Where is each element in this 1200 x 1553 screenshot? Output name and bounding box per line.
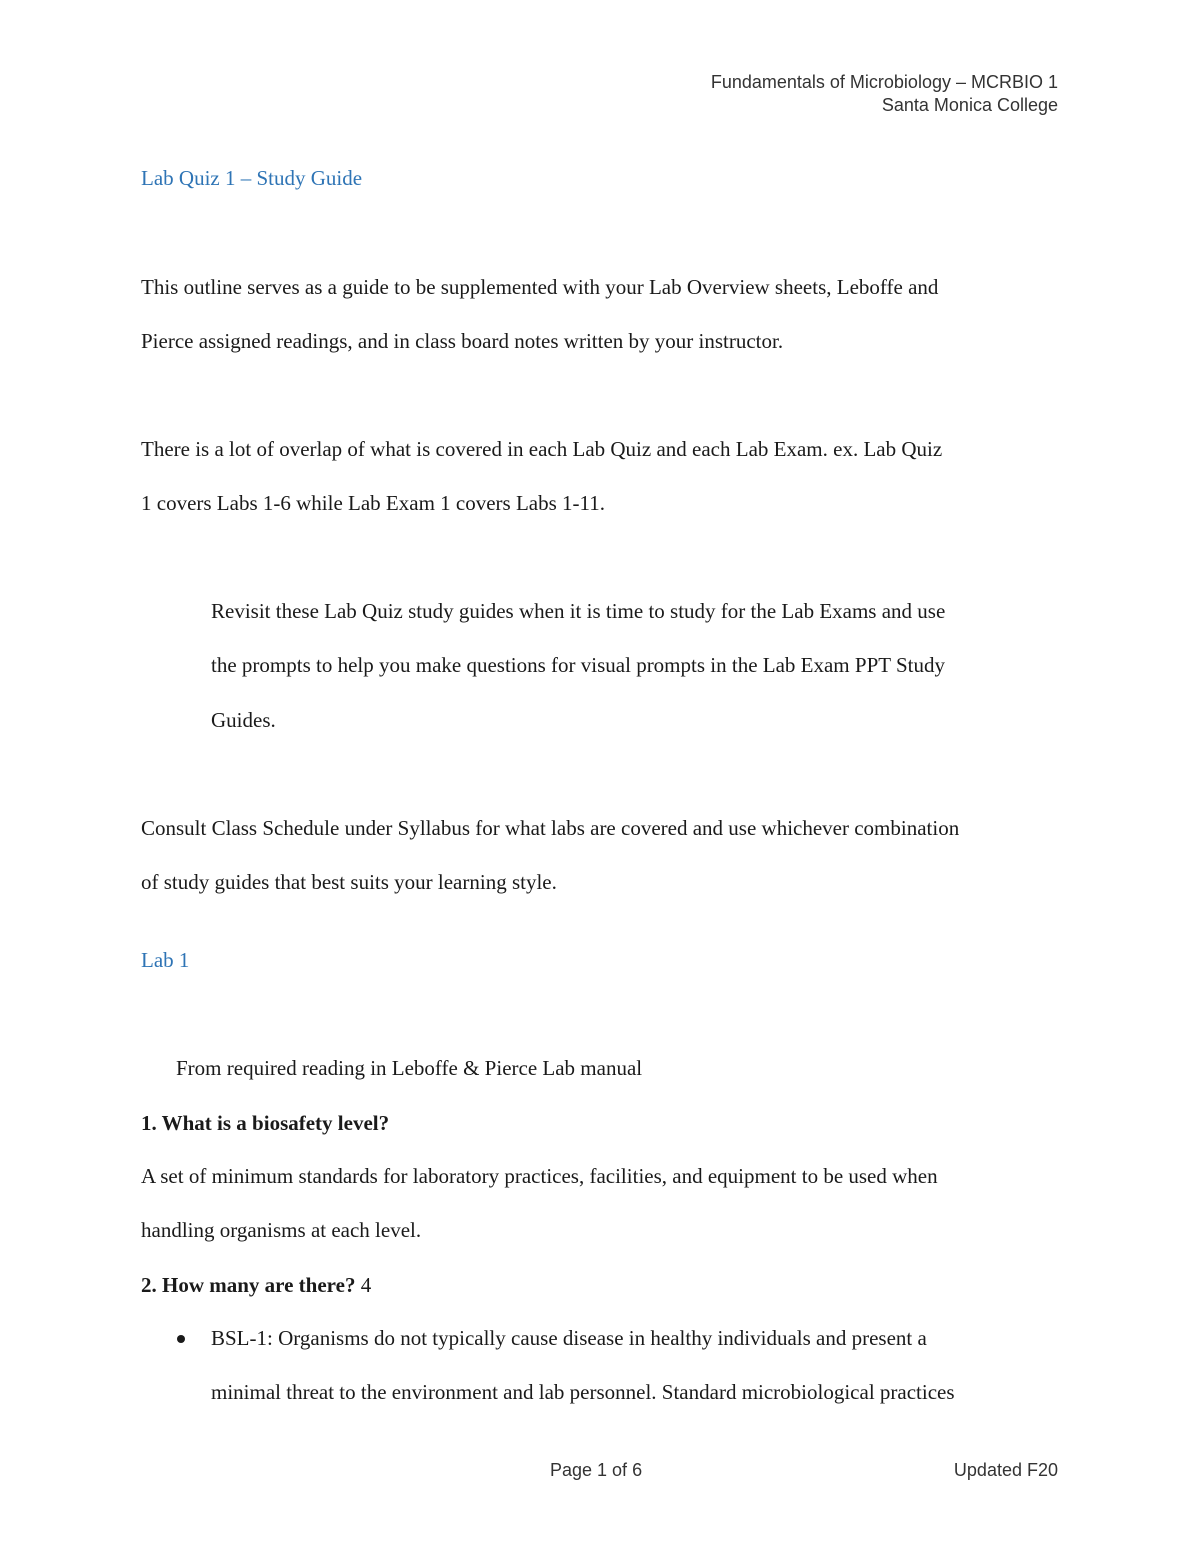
answer-1-line-2: handling organisms at each level. [141,1218,422,1242]
updated-label: Updated F20 [953,1460,1058,1480]
question-2-line [141,1273,371,1298]
document-title: Lab Quiz 1 – Study Guide [141,166,363,190]
question-1: 1. What is a biosafety level? [141,1111,390,1135]
consult-line-2: of study guides that best suits your learning style. [141,870,557,894]
header-course: Fundamentals of Microbiology – MCRBIO 1 [710,72,1058,92]
bsl1-line-2: minimal threat to the environment and lab personnel. Standard microbiological practices [211,1380,955,1404]
answer-2: 4 [355,1273,372,1297]
revisit-line-2: the prompts to help you make questions for visual prompts in the Lab Exam PPT Study [211,653,945,677]
answer-1-line-1: A set of minimum standards for laboratory practices, facilities, and equipment to be used when [141,1164,938,1188]
intro-line-1: This outline serves as a guide to be supplemented with your Lab Overview sheets, Leboffe and [141,275,939,299]
reading-note: From required reading in Leboffe & Pierce Lab manual [176,1056,643,1080]
page-number: Page 1 of 6 [550,1460,643,1480]
intro-line-2: Pierce assigned readings, and in class board notes written by your instructor. [141,329,784,353]
revisit-line-3: Guides. [211,708,276,732]
bsl1-line-1: BSL-1: Organisms do not typically cause disease in healthy individuals and present a [211,1326,927,1350]
header-college: Santa Monica College [881,95,1058,115]
page-header [711,71,1058,117]
overlap-line-2: 1 covers Labs 1-6 while Lab Exam 1 covers Labs 1-11. [141,491,605,515]
consult-line-1: Consult Class Schedule under Syllabus for what labs are covered and use whichever combination [141,816,960,840]
overlap-line-1: There is a lot of overlap of what is covered in each Lab Quiz and each Lab Exam. ex. Lab Quiz [141,437,943,461]
revisit-line-1: Revisit these Lab Quiz study guides when it is time to study for the Lab Exams and use [211,599,946,623]
bullet-icon [177,1335,185,1343]
lab1-heading: Lab 1 [141,948,190,972]
question-2: 2. How many are there? [141,1273,356,1297]
